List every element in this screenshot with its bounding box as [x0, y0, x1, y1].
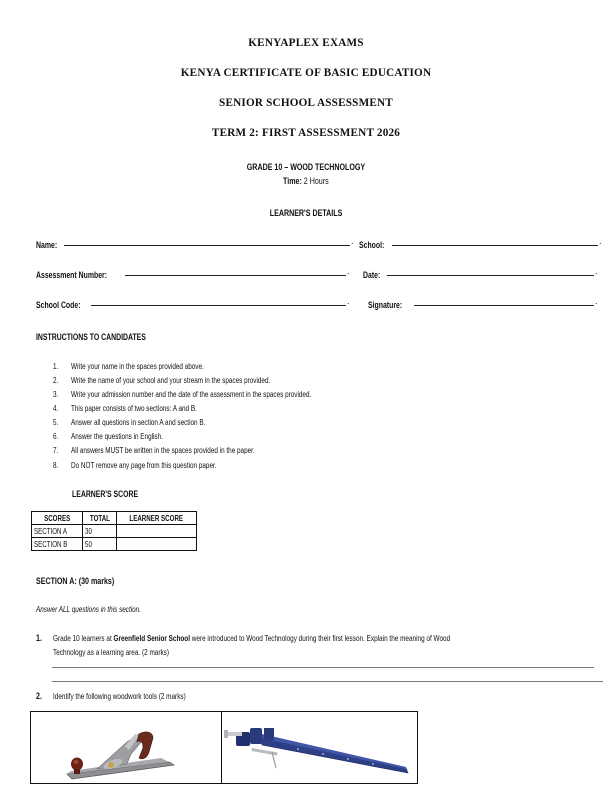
question-1-number: 1.	[36, 633, 42, 644]
learner-score-cell[interactable]	[117, 525, 197, 538]
column-header-total: TOTAL	[83, 512, 117, 525]
date-label: Date:	[363, 270, 381, 281]
school-field[interactable]	[392, 245, 598, 246]
school-name-emphasis: Greenfield Senior School	[113, 633, 190, 643]
certificate-title	[0, 67, 612, 79]
section-a-heading: SECTION A: (30 marks)	[36, 576, 115, 587]
term-text: TERM 2: FIRST ASSESSMENT 2026	[211, 127, 401, 139]
instruction-text: Answer the questions in English.	[71, 431, 163, 441]
school-code-field-end: .	[347, 296, 350, 306]
instruction-text: All answers MUST be written in the spaces provided in the paper.	[71, 445, 255, 455]
tool-image-cell-1	[31, 712, 222, 783]
assessment-number-field[interactable]	[125, 275, 346, 276]
table-row	[32, 538, 197, 551]
section-cell: SECTION B	[32, 538, 83, 551]
assessment-number-field-end: .	[347, 266, 350, 276]
section-a-instruction: Answer ALL questions in this section.	[36, 604, 141, 614]
instruction-text: Write your name in the spaces provided above.	[71, 361, 204, 371]
learner-score-heading: LEARNER'S SCORE	[72, 489, 139, 500]
name-field-end: .	[351, 236, 354, 246]
signature-field[interactable]	[414, 305, 594, 306]
instruction-item: 2.	[53, 375, 59, 385]
school-code-label: School Code:	[36, 300, 81, 311]
instruction-text: Write the name of your school and your stream in the spaces provided.	[71, 375, 271, 385]
section-cell: SECTION A	[32, 525, 83, 538]
question-1-text: Grade 10 learners at Greenfield Senior School were introduced to Wood Technology during their first lesson. Explain the meaning of Wood	[53, 633, 451, 643]
instruction-item: 5.	[53, 417, 59, 427]
date-field[interactable]	[387, 275, 594, 276]
school-label: School:	[359, 240, 385, 251]
assessment-level-text: SENIOR SCHOOL ASSESSMENT	[219, 97, 393, 109]
time-label: Time:	[283, 176, 302, 187]
school-code-field[interactable]	[91, 305, 346, 306]
org-name: KENYAPLEX EXAMS	[248, 37, 364, 49]
time-value: 2 Hours	[303, 176, 329, 187]
instruction-text: Do NOT remove any page from this question paper.	[71, 460, 217, 470]
tools-image-table	[30, 711, 418, 784]
learner-details-heading	[0, 203, 612, 221]
instruction-item: 8.	[53, 460, 59, 470]
column-header-scores: SCORES	[32, 512, 83, 525]
score-table-header	[32, 512, 197, 525]
score-table	[31, 511, 197, 551]
answer-line[interactable]	[52, 667, 594, 668]
assessment-number-label: Assessment Number:	[36, 270, 108, 281]
time-allowed	[0, 171, 612, 189]
question-2-number: 2.	[36, 691, 42, 702]
certificate-name: KENYA CERTIFICATE OF BASIC EDUCATION	[180, 67, 432, 79]
instruction-text: This paper consists of two sections: A and B.	[71, 403, 197, 413]
instruction-text: Write your admission number and the date of the assessment in the spaces provided.	[71, 389, 312, 399]
jack-plane-icon	[31, 712, 221, 783]
signature-field-end: .	[595, 296, 598, 306]
instruction-item: 1.	[53, 361, 59, 371]
table-row	[32, 525, 197, 538]
learner-details-title: LEARNER'S DETAILS	[269, 208, 343, 219]
assessment-level	[0, 97, 612, 109]
instruction-text: Answer all questions in section A and section B.	[71, 417, 206, 427]
total-cell: 50	[83, 538, 117, 551]
instruction-item: 4.	[53, 403, 59, 413]
instruction-item: 6.	[53, 431, 59, 441]
instruction-item: 7.	[53, 445, 59, 455]
question-1-text-line2: Technology as a learning area. (2 marks)	[53, 647, 170, 657]
school-field-end: .	[599, 236, 602, 246]
exam-body-title	[0, 37, 612, 49]
answer-line[interactable]	[52, 681, 603, 682]
total-cell: 30	[83, 525, 117, 538]
subject-text: GRADE 10 – WOOD TECHNOLOGY	[246, 162, 366, 173]
name-field[interactable]	[64, 245, 350, 246]
instructions-heading: INSTRUCTIONS TO CANDIDATES	[36, 332, 146, 343]
tool-image-cell-2	[222, 712, 417, 783]
time-line	[283, 176, 329, 187]
term-title	[0, 127, 612, 139]
signature-label: Signature:	[368, 300, 403, 311]
column-header-learner-score: LEARNER SCORE	[117, 512, 197, 525]
sash-clamp-icon	[222, 712, 417, 783]
date-field-end: .	[595, 266, 598, 276]
name-label: Name:	[36, 240, 58, 251]
instruction-item: 3.	[53, 389, 59, 399]
learner-score-cell[interactable]	[117, 538, 197, 551]
question-2-text: Identify the following woodwork tools (2 marks)	[53, 691, 186, 701]
